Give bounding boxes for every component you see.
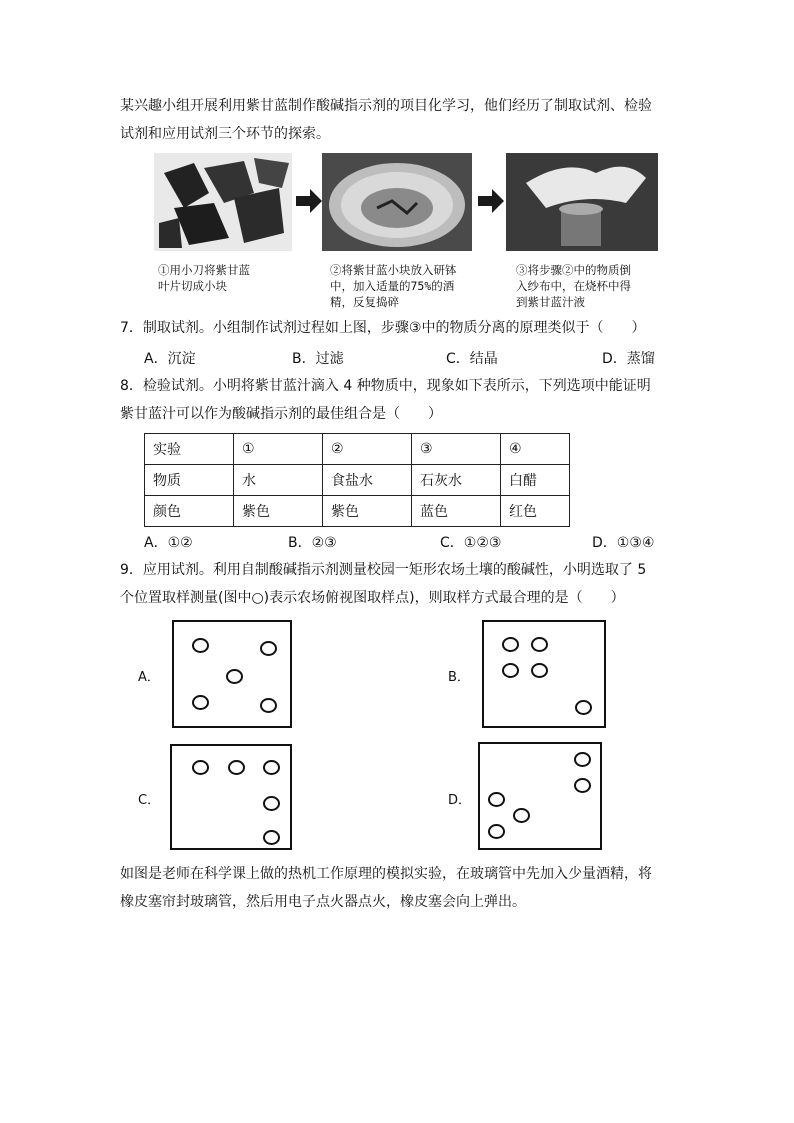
intro-line-2: 试剂和应用试剂三个环节的探索。: [120, 126, 330, 142]
field-diagram-a[interactable]: [172, 620, 292, 728]
step-1-caption: ①用小刀将紫甘蓝 叶片切成小块: [158, 263, 250, 293]
q7-option-b[interactable]: B．过滤: [292, 351, 344, 367]
q9-stem-2: 个位置取样测量(图中○)表示农场俯视图取样点)，则取样方式最合理的是（ ）: [120, 590, 625, 606]
arrow-right-icon: [296, 189, 322, 213]
sample-point-icon: [192, 638, 209, 653]
sample-point-icon: [192, 695, 209, 710]
q7-option-a[interactable]: A．沉淀: [144, 351, 196, 367]
q9-stem-1: 9．应用试剂。利用自制酸碱指示剂测量校园一矩形农场土壤的酸碱性，小明选取了 5: [120, 562, 647, 578]
sample-point-icon: [513, 808, 530, 823]
photo-filter-beaker: [506, 153, 658, 251]
sample-point-icon: [502, 663, 519, 678]
field-diagram-d[interactable]: [478, 742, 602, 850]
sample-point-icon: [260, 641, 277, 656]
q8-results-table: [144, 433, 570, 527]
q7-stem: 7．制取试剂。小组制作试剂过程如上图，步骤③中的物质分离的原理类似于（ ）: [120, 320, 646, 336]
sample-point-icon: [502, 637, 519, 652]
photo-mortar: [322, 153, 472, 251]
outro-line-1: 如图是老师在科学课上做的热机工作原理的模拟实验，在玻璃管中先加入少量酒精，将: [120, 866, 652, 882]
sample-point-icon: [574, 778, 591, 793]
sample-point-icon: [488, 824, 505, 839]
sample-point-icon: [226, 669, 243, 684]
q8-option-a[interactable]: A．①②: [144, 535, 193, 551]
q8-option-b[interactable]: B．②③: [288, 535, 337, 551]
intro-line-1: 某兴趣小组开展利用紫甘蓝制作酸碱指示剂的项目化学习，他们经历了制取试剂、检验: [120, 98, 652, 114]
step-2-caption: ②将紫甘蓝小块放入研钵 中，加入适量的75%的酒 精，反复捣碎: [330, 263, 457, 309]
sample-point-icon: [575, 700, 592, 715]
q8-option-c[interactable]: C．①②③: [440, 535, 502, 551]
table-row: 物质 水 食盐水 石灰水 白醋: [145, 465, 570, 496]
q8-stem-2: 紫甘蓝汁可以作为酸碱指示剂的最佳组合是（ ）: [120, 406, 442, 422]
arrow-right-icon: [478, 189, 504, 213]
q9-label-b[interactable]: B．: [448, 670, 470, 685]
q9-label-d[interactable]: D．: [448, 793, 472, 808]
sample-point-icon: [260, 698, 277, 713]
q7-option-d[interactable]: D．蒸馏: [602, 351, 655, 367]
q9-label-a[interactable]: A．: [138, 670, 160, 685]
field-diagram-c[interactable]: [170, 744, 292, 850]
sample-point-icon: [228, 760, 245, 775]
sample-point-icon: [531, 663, 548, 678]
sample-point-icon: [263, 830, 280, 845]
sample-point-icon: [574, 752, 591, 767]
sample-point-icon: [192, 760, 209, 775]
sample-point-icon: [263, 760, 280, 775]
table-row: 颜色 紫色 紫色 蓝色 红色: [145, 496, 570, 527]
q8-stem-1: 8．检验试剂。小明将紫甘蓝汁滴入 4 种物质中，现象如下表所示，下列选项中能证明: [120, 378, 651, 394]
q8-option-d[interactable]: D．①③④: [592, 535, 655, 551]
sample-point-icon: [531, 637, 548, 652]
q9-label-c[interactable]: C．: [138, 793, 161, 808]
photo-cut-cabbage: [154, 153, 292, 251]
table-row: 实验 ① ② ③ ④: [145, 434, 570, 465]
q7-option-c[interactable]: C．结晶: [446, 351, 498, 367]
sample-point-icon: [263, 796, 280, 811]
step-3-caption: ③将步骤②中的物质倒 入纱布中，在烧杯中得 到紫甘蓝汁液: [516, 263, 631, 309]
outro-line-2: 橡皮塞帘封玻璃管，然后用电子点火器点火，橡皮塞会向上弹出。: [120, 894, 526, 910]
sample-point-icon: [488, 792, 505, 807]
field-diagram-b[interactable]: [482, 620, 606, 728]
